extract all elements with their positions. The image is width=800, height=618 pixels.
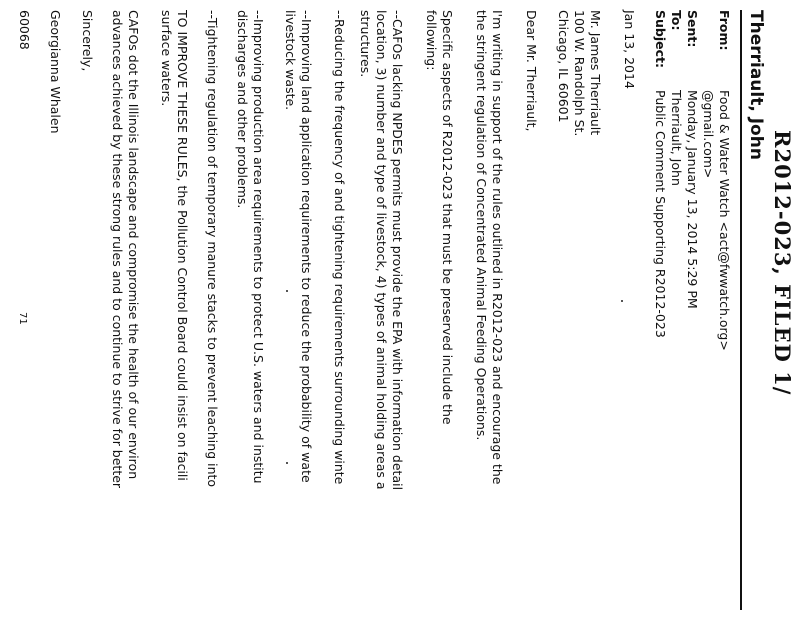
intro-paragraph-line: I'm writing in support of the rules outlined in R2012-023 and encourage the xyxy=(490,10,505,485)
address-line: 100 W. Randolph St. xyxy=(572,10,587,137)
sent-label: Sent: xyxy=(685,10,700,48)
sent-value: Monday, January 13, 2014 5:29 PM xyxy=(685,90,700,309)
point-line: --Improving land application requirements to reduce the probability of wate xyxy=(299,10,314,483)
signoff: Sincerely, xyxy=(80,10,95,72)
subject-label: Subject: xyxy=(653,10,668,68)
address-line: Chicago, IL 60601 xyxy=(556,10,571,123)
closing-paragraph-line: surface waters. xyxy=(159,10,174,107)
point-line: --CAFOs lacking NPDES permits must provide the EPA with information detail xyxy=(390,10,405,491)
scan-speck xyxy=(286,290,288,292)
scan-speck xyxy=(286,462,288,464)
subject-value: Public Comment Supporting R2012-023 xyxy=(653,90,668,338)
point-line: structures. xyxy=(358,10,373,78)
address-line: Mr. James Therriault xyxy=(588,10,603,136)
point-line: location, 3) number and type of livestock, 4) types of animal holding areas a xyxy=(374,10,389,490)
sender-name-heading: Therriault, John xyxy=(746,10,766,160)
point-line: discharges and other problems. xyxy=(235,10,250,209)
point-line: --Reducing the frequency of and tightening requirements surrounding winte xyxy=(332,10,347,485)
page-number: 71 xyxy=(17,312,28,325)
to-label: To: xyxy=(669,10,684,31)
point-line: --Tightening regulation of temporary manure stacks to prevent leaching into xyxy=(205,10,220,488)
from-label: From: xyxy=(717,10,732,51)
from-value-continued: @gmail.com> xyxy=(701,90,716,179)
closing-paragraph-line: TO IMPROVE THESE RULES, the Pollution Control Board could insist on facili xyxy=(175,10,190,481)
closing-paragraph-line: advances achieved by these strong rules and to continue to strive for better xyxy=(110,10,125,489)
point-line: --Improving production area requirements to protect U.S. waters and institu xyxy=(251,10,266,484)
aspects-intro-line: Specific aspects of R2012-023 that must be preserved include the xyxy=(440,10,455,425)
signer-zip: 60068 xyxy=(17,10,32,50)
aspects-intro-line: following: xyxy=(424,10,439,71)
letter-date: Jan 13, 2014 xyxy=(622,10,637,89)
header-divider xyxy=(740,10,742,610)
salutation: Dear Mr. Therriault, xyxy=(524,10,539,132)
from-value: Food & Water Watch <act@fwwatch.org> xyxy=(717,90,732,351)
point-line: livestock waste. xyxy=(283,10,298,111)
to-value: Therriault, John xyxy=(669,90,684,186)
scan-speck xyxy=(621,300,623,302)
closing-paragraph-line: CAFOs dot the Illinois landscape and compromise the health of our environ xyxy=(126,10,141,480)
intro-paragraph-line: the stringent regulation of Concentrated Animal Feeding Operations. xyxy=(474,10,489,441)
signer-name: Georgianna Whalen xyxy=(48,10,63,134)
filing-stamp: R2012-023, FILED 1/ xyxy=(770,130,795,396)
